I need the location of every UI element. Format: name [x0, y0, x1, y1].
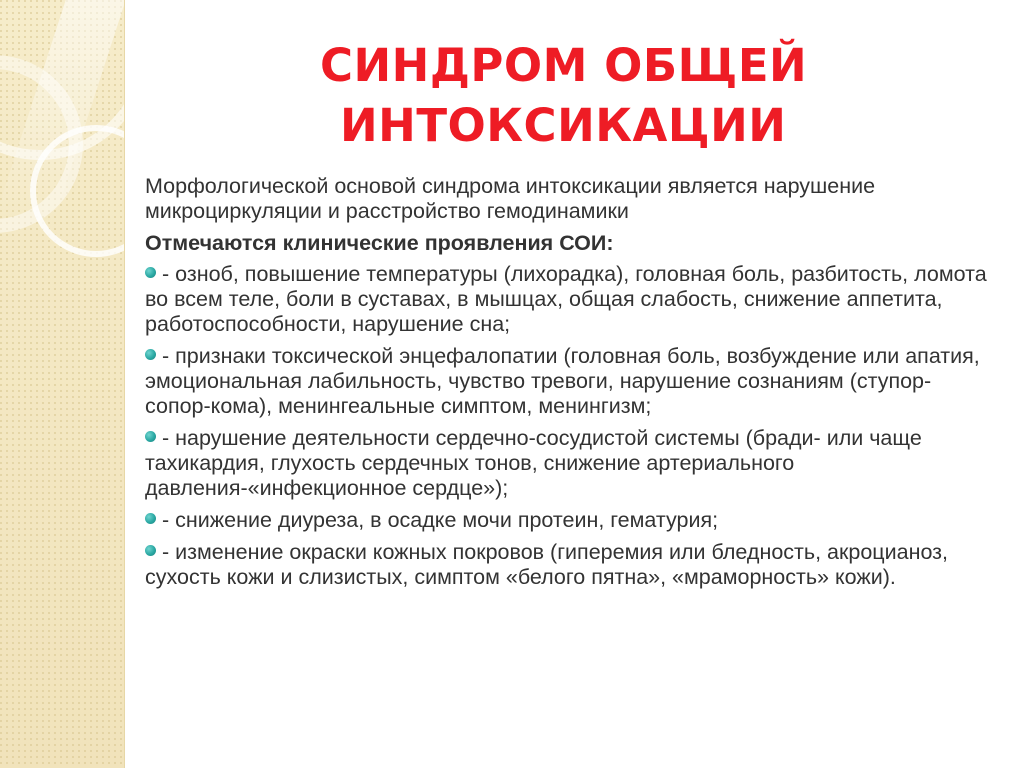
slide-title-line-1: СИНДРОМ ОБЩЕЙ: [320, 39, 808, 92]
decorative-sidebar: [0, 0, 125, 768]
intro-paragraph: Морфологической основой синдрома интоксикации является нарушение микроциркуляции и расстройство гемодинамики: [145, 174, 876, 223]
teal-bullet-icon: [145, 267, 156, 278]
list-item-text: - снижение диуреза, в осадке мочи протеин, гематурия;: [162, 508, 719, 532]
teal-bullet-icon: [145, 545, 156, 556]
list-item: [145, 262, 990, 337]
slide-title: [320, 36, 920, 156]
subheading: Отмечаются клинические проявления СОИ:: [145, 231, 614, 255]
list-item-text: - изменение окраски кожных покровов (гиперемия или бледность, акроцианоз, сухость кожи и слизистых, симптом «белого пятна», «мраморность» кожи).: [145, 540, 948, 589]
sidebar-divider: [124, 0, 125, 768]
teal-bullet-icon: [145, 431, 156, 442]
list-item-text: - озноб, повышение температуры (лихорадка), головная боль, разбитость, ломота во всем теле, боли в суставах, в мышцах, общая слабость, снижение аппетита, работоспособности, нарушение сна;: [145, 262, 987, 336]
list-item: [145, 426, 990, 501]
list-item-text: - признаки токсической энцефалопатии (головная боль, возбуждение или апатия, эмоциональная лабильность, чувство тревоги, нарушение сознаниям (ступор-сопор-кома), менингеальные симптом, менингизм;: [145, 344, 980, 418]
list-item: [145, 508, 990, 533]
list-item: [145, 344, 990, 419]
slide-body: [145, 174, 990, 597]
teal-bullet-icon: [145, 513, 156, 524]
list-item-text: - нарушение деятельности сердечно-сосудистой системы (бради- или чаще тахикардия, глухость сердечных тонов, снижение артериального давления-«инфекционное сердце»);: [145, 426, 922, 500]
teal-bullet-icon: [145, 349, 156, 360]
list-item: [145, 540, 990, 590]
slide-title-line-2: ИНТОКСИКАЦИИ: [340, 99, 787, 152]
